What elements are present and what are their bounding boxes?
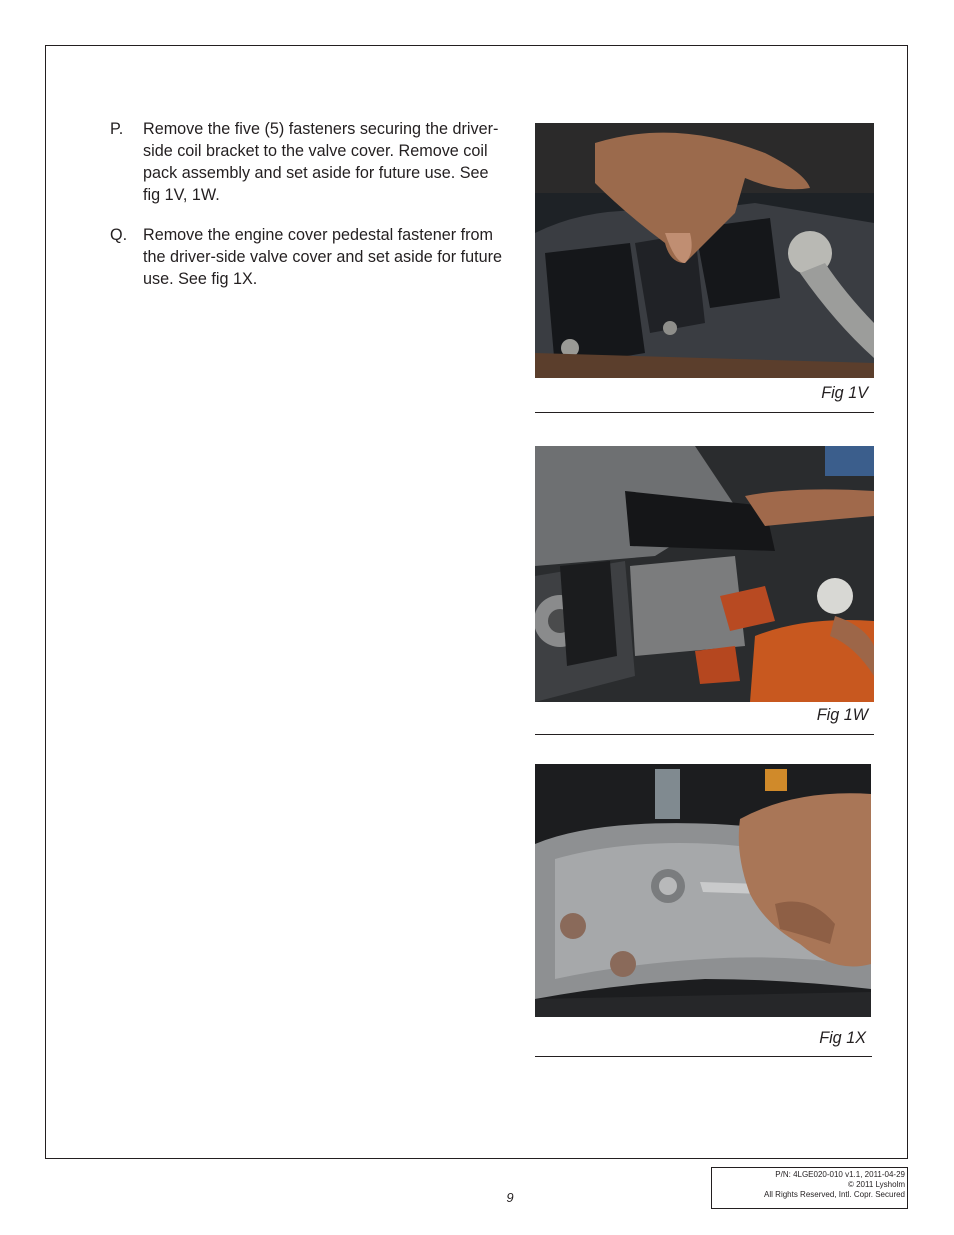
- figure-1v-photo: [535, 123, 874, 378]
- step-letter: Q.: [110, 226, 128, 244]
- rights-notice: All Rights Reserved, Intl. Copr. Secured: [764, 1190, 905, 1199]
- figure-1v-caption: Fig 1V: [821, 384, 868, 402]
- figure-1x-caption: Fig 1X: [819, 1029, 866, 1047]
- figure-1w-photo: [535, 446, 874, 702]
- figure-1w-rule: [535, 734, 874, 735]
- figure-1x-rule: [535, 1056, 872, 1057]
- page-number: 9: [506, 1190, 514, 1205]
- figure-1w-caption: Fig 1W: [816, 706, 868, 724]
- step-letter: P.: [110, 120, 124, 138]
- figure-1x-photo: [535, 764, 871, 1017]
- part-info-box: [711, 1167, 908, 1209]
- figure-1v-rule: [535, 412, 874, 413]
- part-number: P/N: 4LGE020-010 v1.1, 2011-04-29: [775, 1170, 905, 1179]
- step-text: Remove the five (5) fasteners securing the driver-side coil bracket to the valve cover. Remove coil pack assembly and set aside for future use. See fig 1V, 1W.: [143, 120, 499, 204]
- step-text: Remove the engine cover pedestal fastener from the driver-side valve cover and set aside for future use. See fig 1X.: [143, 226, 503, 288]
- copyright: © 2011 Lysholm: [847, 1180, 905, 1189]
